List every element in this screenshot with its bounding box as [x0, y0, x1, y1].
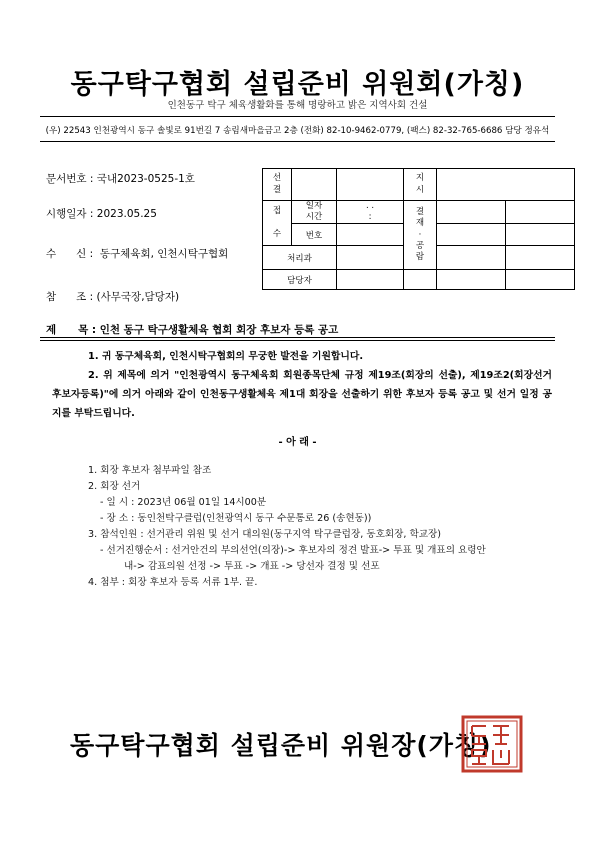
- header-divider-top: [40, 116, 555, 117]
- body-paragraph-1: 1. 귀 동구체육회, 인천시탁구협회의 무궁한 발전을 기원합니다.: [88, 351, 364, 362]
- cheorigwa-cell: 처리과: [263, 246, 337, 270]
- recipient-label: 수 신: [46, 248, 87, 260]
- list-item: - 장 소 : 동인천탁구클럽(인천광역시 동구 수문통로 26 (송현동)): [100, 513, 372, 524]
- contact-info: (우) 22543 인천광역시 동구 솔빛로 91번길 7 송림새마을금고 2층 (전화) 82-10-9462-0779, (팩스) 82-32-765-6686 담당 정유석: [45, 126, 550, 136]
- empty-cell: [506, 201, 575, 224]
- header-divider-bottom: [40, 141, 555, 142]
- approval-table: [262, 168, 575, 290]
- cc-row: 참 조 : (사무국장,담당자): [46, 291, 180, 303]
- page-title: 동구탁구협회 설립준비 위원회(가칭): [70, 69, 525, 100]
- list-item: 내-> 감표의원 선정 -> 투표 -> 개표 -> 당선자 결정 및 선포: [124, 561, 380, 572]
- beonho-cell: 번호: [292, 224, 337, 246]
- date-row: 시행일자 : 2023.05.25: [46, 208, 157, 220]
- slogan: 인천동구 탁구 체육생활화를 통해 명랑하고 밝은 지역사회 건설: [167, 100, 428, 111]
- list-item: - 일 시 : 2023년 06월 01일 14시00분: [100, 497, 267, 508]
- list-item: 2. 회장 선거: [88, 481, 141, 492]
- empty-cell: [337, 224, 404, 246]
- empty-cell: [337, 169, 404, 201]
- official-seal-icon: [460, 714, 524, 774]
- date-label: 시행일자: [46, 208, 87, 220]
- gyeoljae-gongram-cell: 결 재 · 공 람: [404, 201, 437, 270]
- empty-cell: [337, 246, 404, 270]
- doc-number: 국내2023-0525-1호: [96, 173, 195, 185]
- empty-cell: [292, 169, 337, 201]
- empty-cell: [506, 224, 575, 246]
- doc-number-row: 문서번호 : 국내2023-0525-1호: [46, 173, 195, 185]
- subject-divider: [40, 337, 555, 341]
- body-paragraph-2: 2. 위 제목에 의거 "인천광역시 동구체육회 회원종목단체 규정 제19조(회장의 선출), 제19조2(회장선거 후보자등록)"에 의거 아래와 같이 인천동구생활체육 제1대 회장을 선출하기 위한 후보자 등록 공고 및 선거 일정 공지를 부탁드립니다.: [52, 370, 552, 419]
- empty-cell: [437, 169, 575, 201]
- recipient-row: 수 신 : 동구체육회, 인천시탁구협회: [46, 248, 229, 260]
- date-time-cell: . . :: [337, 201, 404, 224]
- list-item: 3. 참석인원 : 선거관리 위원 및 선거 대의원(동구지역 탁구클럽장, 동호회장, 학교장): [88, 529, 442, 540]
- empty-cell: [506, 270, 575, 290]
- list-item: 4. 첨부 : 회장 후보자 등록 서류 1부. 끝.: [88, 577, 258, 588]
- empty-cell: [437, 246, 506, 270]
- seon-gyeol-cell: 선 결: [263, 169, 292, 201]
- cc: (사무국장,담당자): [96, 291, 180, 303]
- empty-cell: [506, 246, 575, 270]
- ilja-sigan-cell: 일자 시간: [292, 201, 337, 224]
- empty-cell: [337, 270, 404, 290]
- recipient: 동구체육회, 인천시탁구협회: [99, 248, 229, 260]
- jeop-su-cell: 접 수: [263, 201, 292, 246]
- list-item: - 선거진행순서 : 선거안건의 부의선언(의장)-> 후보자의 정견 발표-> 투표 및 개표의 요령안: [100, 545, 486, 556]
- empty-cell: [437, 201, 506, 224]
- issue-date: 2023.05.25: [96, 208, 157, 220]
- ji-si-cell: 지 시: [404, 169, 437, 201]
- empty-cell: [437, 224, 506, 246]
- empty-cell: [404, 270, 437, 290]
- subject-line: 제 목 : 인천 동구 탁구생활체육 협회 회장 후보자 등록 공고: [46, 324, 339, 336]
- damdangja-cell: 담당자: [263, 270, 337, 290]
- footer-signature: 동구탁구협회 설립준비 위원장(가칭): [70, 731, 492, 760]
- below-heading: - 아 래 -: [278, 437, 317, 448]
- empty-cell: [437, 270, 506, 290]
- doc-number-label: 문서번호: [46, 173, 87, 185]
- cc-label: 참 조: [46, 291, 87, 303]
- list-item: 1. 회장 후보자 첨부파일 참조: [88, 465, 212, 476]
